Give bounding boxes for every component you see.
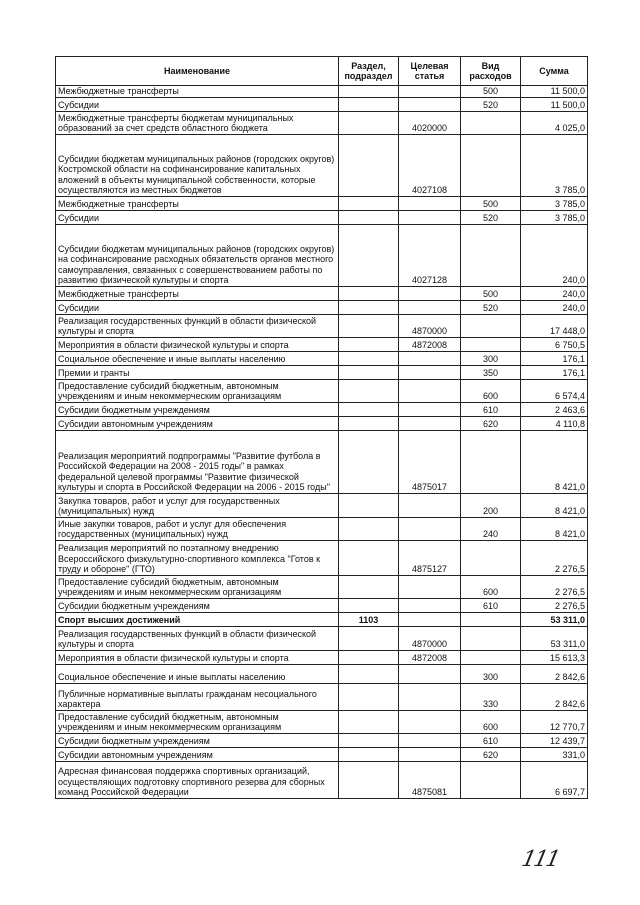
cell-type: 520 [461,210,521,224]
cell-type: 330 [461,683,521,710]
cell-sum: 2 842,6 [521,683,588,710]
table-row [56,493,588,517]
cell-target: 4870000 [399,314,461,337]
cell-type [461,650,521,664]
cell-type [461,314,521,337]
cell-type [461,430,521,493]
cell-section [339,86,399,98]
cell-sum: 176,1 [521,351,588,365]
cell-type: 350 [461,365,521,379]
table-row [56,517,588,540]
cell-section [339,314,399,337]
header-target: Целевая статья [399,57,461,86]
cell-type: 200 [461,493,521,517]
table-row [56,683,588,710]
cell-target [399,612,461,626]
cell-section: 1103 [339,612,399,626]
table-row [56,598,588,612]
cell-type [461,761,521,798]
table-row [56,626,588,650]
cell-name: Социальное обеспечение и иные выплаты населению [56,664,339,683]
header-sum: Сумма [521,57,588,86]
cell-name: Субсидии [56,97,339,111]
cell-section [339,517,399,540]
cell-type: 520 [461,97,521,111]
cell-target: 4875127 [399,540,461,575]
cell-target: 4870000 [399,626,461,650]
cell-section [339,351,399,365]
cell-name: Субсидии бюджетам муниципальных районов (городских округов) Костромской области на софинансирование капитальных вложений в объекты муниципальной собственности, которые осуществляются из местных бюджетов [56,134,339,196]
cell-type: 240 [461,517,521,540]
cell-section [339,747,399,761]
table-row [56,134,588,196]
cell-name: Предоставление субсидий бюджетным, автономным учреждениям и иным некоммерческим организациям [56,710,339,733]
table-row [56,664,588,683]
cell-target [399,598,461,612]
cell-target [399,416,461,430]
cell-target [399,210,461,224]
table-row [56,430,588,493]
cell-section [339,664,399,683]
cell-sum: 12 439,7 [521,733,588,747]
table-row [56,761,588,798]
cell-name: Предоставление субсидий бюджетным, автономным учреждениям и иным некоммерческим организациям [56,379,339,402]
cell-name: Предоставление субсидий бюджетным, автономным учреждениям и иным некоммерческим организациям [56,575,339,598]
cell-name: Субсидии автономным учреждениям [56,747,339,761]
cell-sum: 2 276,5 [521,575,588,598]
cell-section [339,134,399,196]
cell-sum: 240,0 [521,224,588,286]
cell-name: Субсидии бюджетам муниципальных районов (городских округов) на софинансирование расходных обязательств органов местного самоуправления, связанных с совершенствованием работы по развитию физической культуры и спорта [56,224,339,286]
table-row [56,210,588,224]
cell-target: 4027108 [399,134,461,196]
cell-target [399,365,461,379]
cell-target [399,300,461,314]
cell-section [339,379,399,402]
page-number: 111 [519,847,561,872]
cell-section [339,286,399,300]
cell-type: 610 [461,733,521,747]
table-row [56,365,588,379]
table-row [56,416,588,430]
cell-section [339,210,399,224]
cell-type: 500 [461,196,521,210]
table-row [56,300,588,314]
cell-name: Премии и гранты [56,365,339,379]
table-row [56,612,588,626]
cell-sum: 8 421,0 [521,493,588,517]
table-row [56,379,588,402]
cell-target: 4872008 [399,650,461,664]
cell-type [461,111,521,134]
cell-section [339,683,399,710]
cell-sum: 2 842,6 [521,664,588,683]
cell-sum: 8 421,0 [521,430,588,493]
cell-name: Социальное обеспечение и иные выплаты населению [56,351,339,365]
cell-name: Мероприятия в области физической культуры и спорта [56,650,339,664]
cell-name: Иные закупки товаров, работ и услуг для обеспечения государственных (муниципальных) нужд [56,517,339,540]
cell-sum: 17 448,0 [521,314,588,337]
table-row [56,575,588,598]
table-header-row [56,57,588,86]
cell-target [399,286,461,300]
cell-type: 500 [461,86,521,98]
cell-sum: 3 785,0 [521,134,588,196]
cell-name: Субсидии бюджетным учреждениям [56,402,339,416]
cell-name: Субсидии автономным учреждениям [56,416,339,430]
cell-section [339,97,399,111]
cell-target [399,351,461,365]
cell-section [339,650,399,664]
cell-sum: 6 697,7 [521,761,588,798]
header-type: Вид расходов [461,57,521,86]
budget-table [55,56,588,799]
cell-sum: 240,0 [521,286,588,300]
cell-name: Публичные нормативные выплаты гражданам несоциального характера [56,683,339,710]
cell-type: 620 [461,747,521,761]
cell-type [461,224,521,286]
cell-sum: 6 750,5 [521,337,588,351]
cell-sum: 6 574,4 [521,379,588,402]
cell-section [339,710,399,733]
table-row [56,224,588,286]
cell-name: Межбюджетные трансферты [56,86,339,98]
cell-name: Межбюджетные трансферты [56,286,339,300]
cell-sum: 53 311,0 [521,626,588,650]
cell-section [339,493,399,517]
cell-section [339,626,399,650]
table-body [56,86,588,799]
cell-target [399,379,461,402]
cell-section [339,196,399,210]
cell-name: Реализация мероприятий по поэтапному внедрению Всероссийского физкультурно-спортивного комплекса "Готов к труду и обороне" (ГТО) [56,540,339,575]
cell-name: Межбюджетные трансферты бюджетам муниципальных образований за счет средств областного бюджета [56,111,339,134]
table-row [56,402,588,416]
cell-sum: 3 785,0 [521,210,588,224]
table-row [56,733,588,747]
table-row [56,111,588,134]
cell-target [399,710,461,733]
header-name: Наименование [56,57,339,86]
cell-target: 4875081 [399,761,461,798]
cell-type [461,626,521,650]
cell-name: Мероприятия в области физической культуры и спорта [56,337,339,351]
cell-section [339,224,399,286]
cell-section [339,430,399,493]
table-row [56,351,588,365]
cell-target [399,196,461,210]
cell-type: 620 [461,416,521,430]
cell-sum: 12 770,7 [521,710,588,733]
cell-target: 4027128 [399,224,461,286]
table-row [56,196,588,210]
cell-section [339,575,399,598]
cell-sum: 11 500,0 [521,97,588,111]
cell-type: 600 [461,710,521,733]
cell-name: Субсидии бюджетным учреждениям [56,733,339,747]
cell-sum: 2 276,5 [521,598,588,612]
cell-type: 520 [461,300,521,314]
cell-target [399,402,461,416]
cell-sum: 4 110,8 [521,416,588,430]
cell-name: Адресная финансовая поддержка спортивных организаций, осуществляющих подготовку спортивного резерва для сборных команд Российской Федерации [56,761,339,798]
cell-name: Спорт высших достижений [56,612,339,626]
table-row [56,337,588,351]
cell-target: 4872008 [399,337,461,351]
cell-target [399,517,461,540]
cell-type: 300 [461,351,521,365]
cell-section [339,337,399,351]
cell-name: Реализация мероприятий подпрограммы "Развитие футбола в Российской Федерации на 2008 - 2015 годы" в рамках федеральной целевой программы "Развитие физической культуры и спорта в Российской Федерации на 2006 - 2015 годы" [56,430,339,493]
cell-name: Субсидии [56,300,339,314]
cell-name: Реализация государственных функций в области физической культуры и спорта [56,314,339,337]
table-row [56,97,588,111]
cell-section [339,365,399,379]
cell-target [399,86,461,98]
cell-type: 610 [461,598,521,612]
cell-sum: 3 785,0 [521,196,588,210]
cell-target [399,493,461,517]
cell-sum: 176,1 [521,365,588,379]
cell-name: Субсидии [56,210,339,224]
cell-target: 4875017 [399,430,461,493]
cell-section [339,402,399,416]
cell-section [339,733,399,747]
cell-section [339,111,399,134]
cell-name: Закупка товаров, работ и услуг для государственных (муниципальных) нужд [56,493,339,517]
table-row [56,710,588,733]
table-row [56,747,588,761]
cell-type [461,540,521,575]
cell-section [339,540,399,575]
cell-target [399,575,461,598]
cell-type: 600 [461,575,521,598]
table-row [56,314,588,337]
cell-section [339,300,399,314]
cell-type: 500 [461,286,521,300]
header-section: Раздел, подраздел [339,57,399,86]
cell-type [461,134,521,196]
cell-sum: 4 025,0 [521,111,588,134]
table-row [56,540,588,575]
cell-sum: 2 276,5 [521,540,588,575]
cell-type: 300 [461,664,521,683]
cell-type: 610 [461,402,521,416]
cell-sum: 15 613,3 [521,650,588,664]
cell-sum: 53 311,0 [521,612,588,626]
cell-target [399,664,461,683]
cell-sum: 8 421,0 [521,517,588,540]
cell-sum: 331,0 [521,747,588,761]
cell-type [461,337,521,351]
cell-sum: 240,0 [521,300,588,314]
table-row [56,86,588,98]
cell-section [339,598,399,612]
cell-sum: 2 463,6 [521,402,588,416]
table-row [56,650,588,664]
cell-target [399,683,461,710]
cell-sum: 11 500,0 [521,86,588,98]
cell-target [399,733,461,747]
cell-type [461,612,521,626]
cell-type: 600 [461,379,521,402]
cell-target: 4020000 [399,111,461,134]
cell-name: Межбюджетные трансферты [56,196,339,210]
cell-section [339,416,399,430]
cell-section [339,761,399,798]
cell-target [399,747,461,761]
cell-target [399,97,461,111]
cell-name: Субсидии бюджетным учреждениям [56,598,339,612]
cell-name: Реализация государственных функций в области физической культуры и спорта [56,626,339,650]
table-row [56,286,588,300]
